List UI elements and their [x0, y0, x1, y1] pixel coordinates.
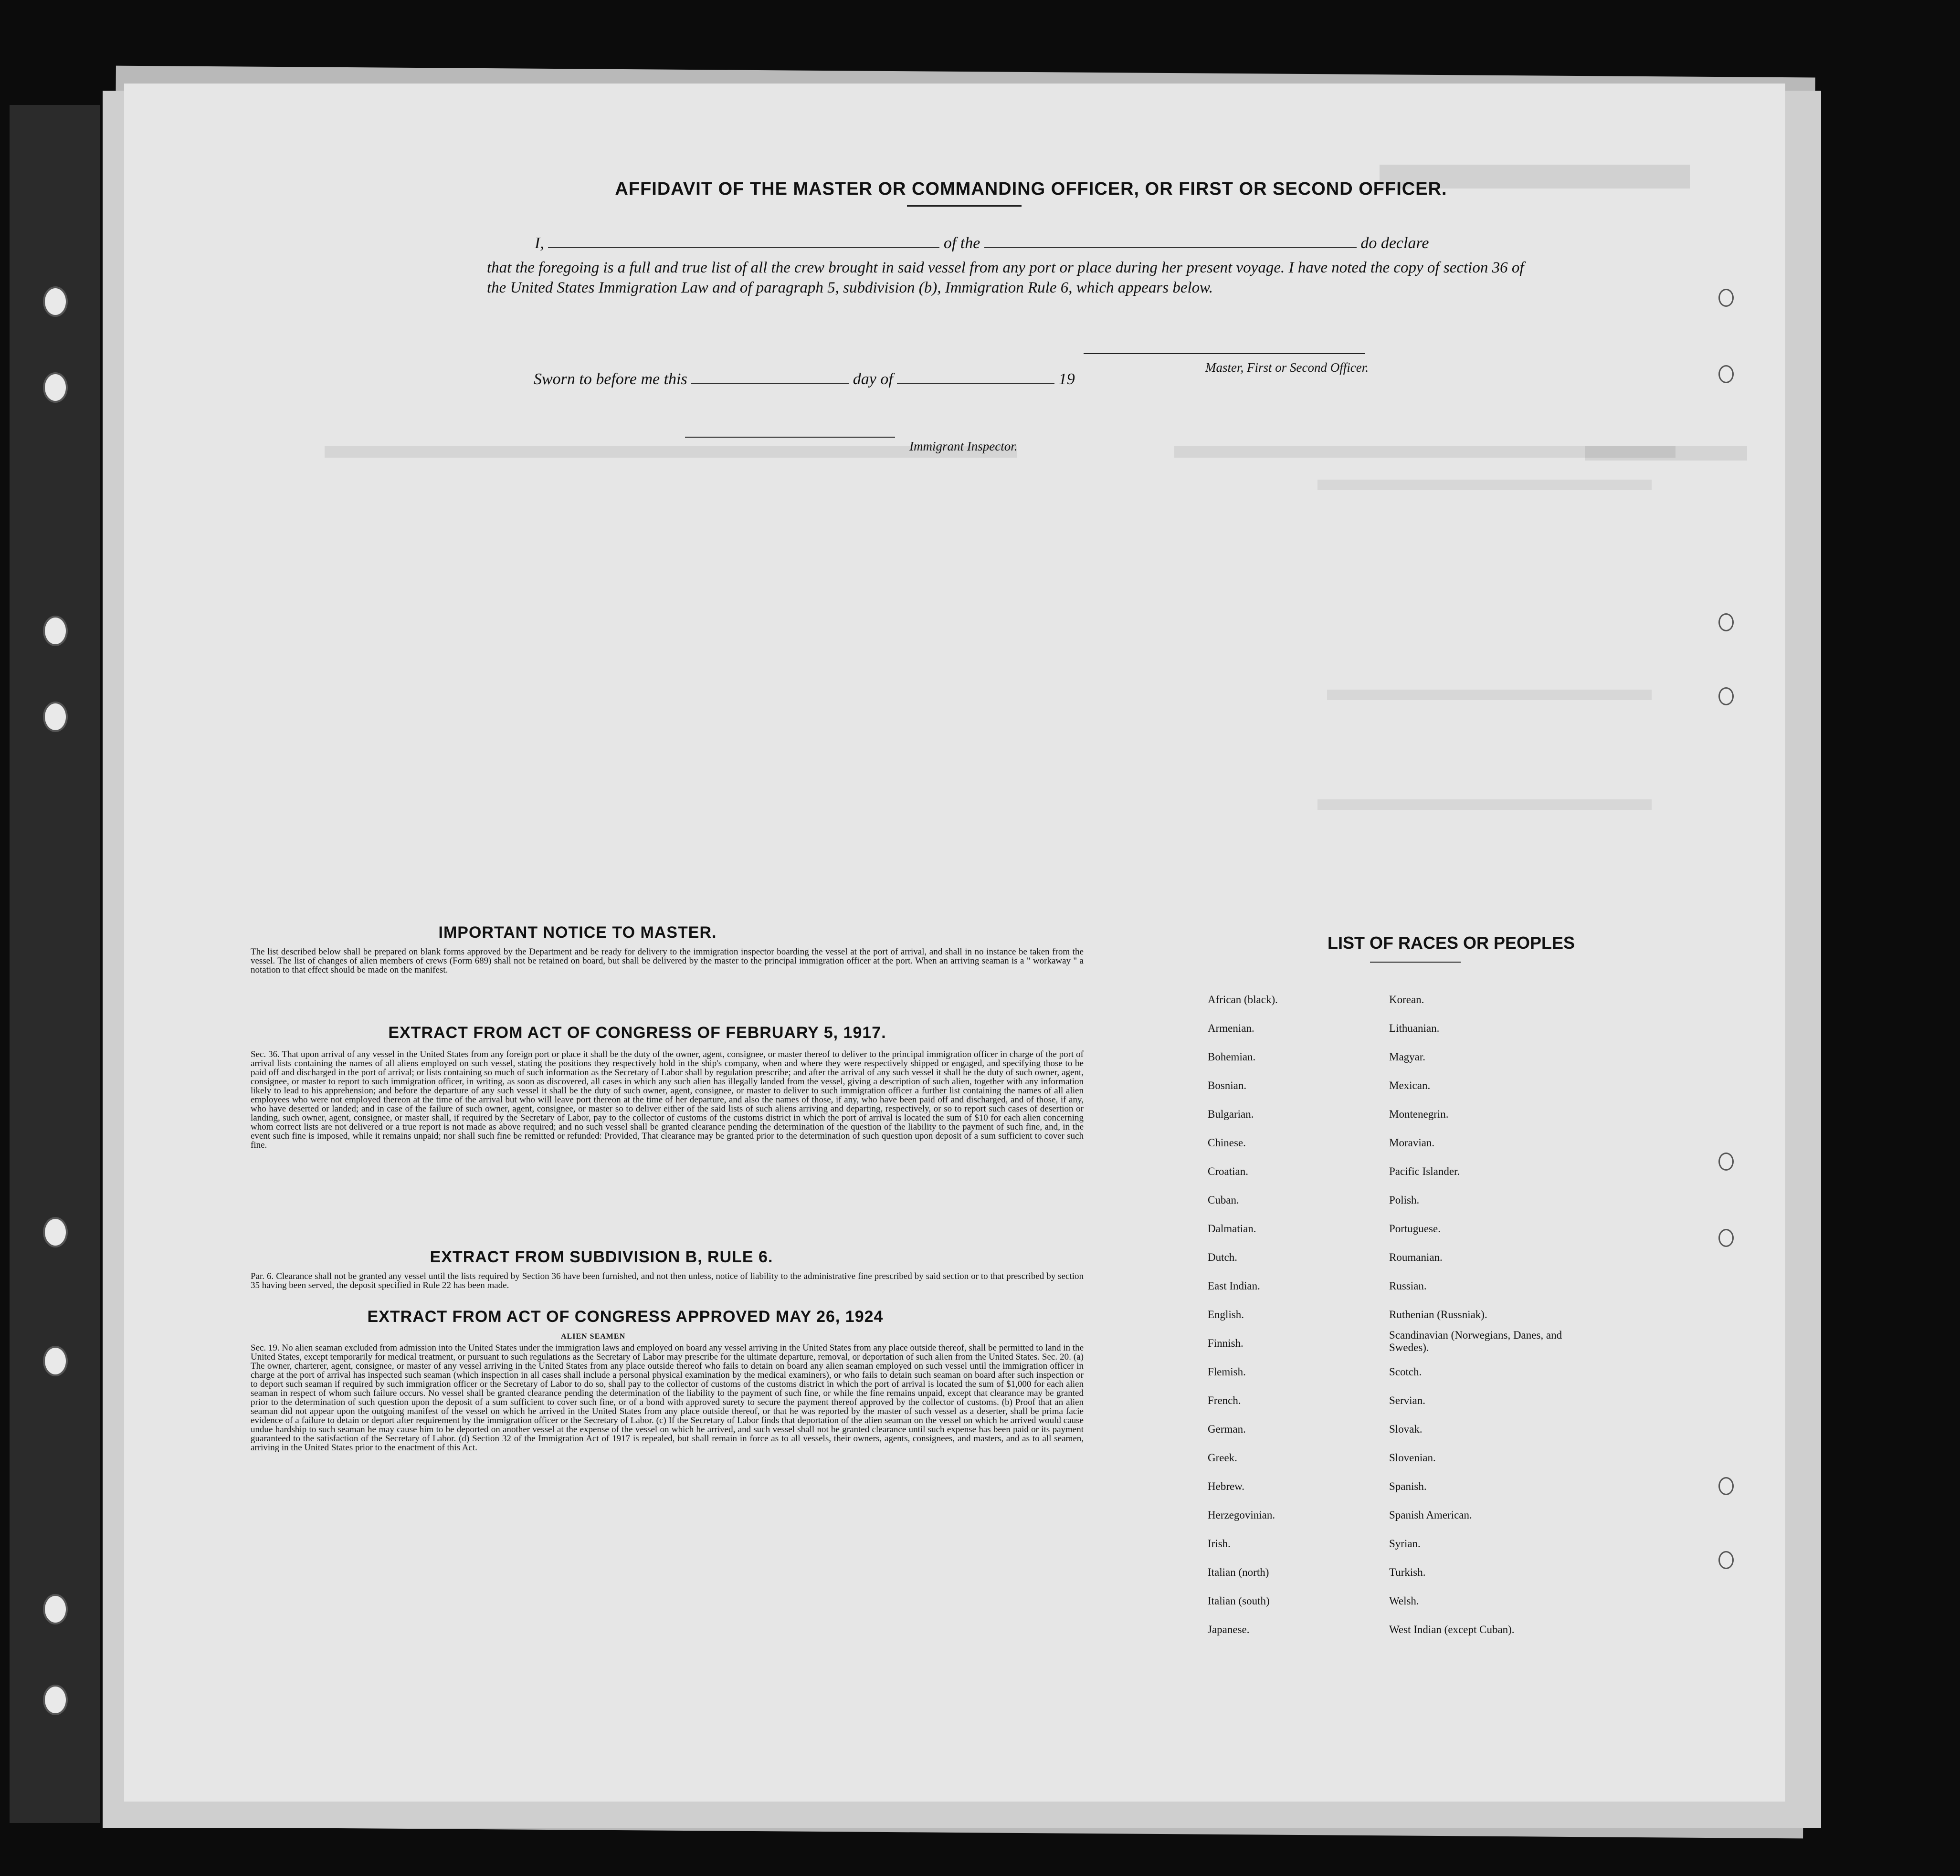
- race-item: Turkish.: [1389, 1566, 1426, 1578]
- races-right-column: [1389, 985, 1570, 1644]
- inspector-label: Immigrant Inspector.: [909, 439, 1018, 453]
- race-item: Chinese.: [1208, 1137, 1246, 1149]
- race-item: Flemish.: [1208, 1366, 1246, 1378]
- affidavit-declaration-line: [535, 234, 1429, 252]
- affidavit-body: that the foregoing is a full and true list of all the crew brought in said vessel from any port or place during her present voyage. I have noted the copy of section 36 of the United States Immigration Law and of paragraph 5, subdivision (b), Immigration Rule 6, which appears below.: [487, 259, 1524, 296]
- extract-rule6-body: Par. 6. Clearance shall not be granted any vessel until the lists required by Section 36 have been furnished, and not then unless, notice of liability to the administrative fine prescribed by said section or to that prescribed by section 35 having been served, the deposit specified in Rule 22 has been made.: [251, 1271, 1084, 1290]
- race-item: Ruthenian (Russniak).: [1389, 1309, 1487, 1321]
- race-item: Slovak.: [1389, 1423, 1423, 1435]
- race-item: Mexican.: [1389, 1079, 1431, 1091]
- race-item: Bulgarian.: [1208, 1108, 1254, 1120]
- bleed-through-row: [1317, 799, 1652, 810]
- day-of-label: day of: [853, 370, 893, 388]
- race-item: German.: [1208, 1423, 1246, 1435]
- binding-hole: [43, 616, 68, 646]
- race-item: Italian (north): [1208, 1566, 1269, 1578]
- bleed-through-row: [1317, 480, 1652, 490]
- page-punch-hole: [1718, 613, 1734, 631]
- race-item: Pacific Islander.: [1389, 1165, 1460, 1177]
- affidavit-declare-label: do declare: [1360, 234, 1429, 252]
- races-left-column: [1208, 985, 1278, 1644]
- sworn-line: [534, 370, 1075, 388]
- affidavit-i-label: I,: [535, 234, 544, 252]
- race-item: Spanish.: [1389, 1480, 1427, 1492]
- name-field[interactable]: [548, 234, 939, 248]
- page-punch-hole: [1718, 289, 1734, 307]
- notice-body: The list described below shall be prepared on blank forms approved by the Department and be ready for delivery to the immigration inspector boarding the vessel at the port of arrival, and shall in no instance be taken from the vessel. The list of changes of alien members of crews (Form 689) shall not be retained on board, but shall be delivered by the master to the principal immigration officer at the port. When an arriving seaman is a " workaway " a notation to that effect should be made on the manifest.: [251, 947, 1084, 975]
- sworn-day-field[interactable]: [691, 370, 849, 384]
- race-item: Cuban.: [1208, 1194, 1239, 1206]
- race-item: French.: [1208, 1394, 1241, 1406]
- inspector-signature-line: [685, 437, 895, 438]
- bleed-through-row: [325, 446, 1017, 458]
- race-item: Finnish.: [1208, 1337, 1243, 1349]
- race-item: Moravian.: [1389, 1137, 1435, 1149]
- page-punch-hole: [1718, 1153, 1734, 1171]
- sworn-label: Sworn to before me this: [534, 370, 687, 388]
- extract-1917-body: Sec. 36. That upon arrival of any vessel in the United States from any foreign port or place it shall be the duty of the owner, agent, consignee, or master thereof to deliver to the principal immigration officer in charge of the port of arrival lists containing the names of all aliens employed on such vessel, stating the positions they respectively hold in the ship's company, when and where they were respectively shipped or engaged, and specifying those to be paid off and discharged in the port of arrival; or lists containing so much of such information as the Secretary of Labor shall by regulation prescribe; and after the arrival of any such vessel it shall be the duty of such owner, agent, consignee, or master to report to such immigration officer, in writing, as soon as discovered, all cases in which any such alien has illegally landed from the vessel, giving a description of such alien, together with any information likely to lead to his apprehension; and before the departure of any such vessel it shall be the duty of such owner, agent, consignee, or master to deliver to such immigration officer a further list containing the names of all alien employees who were not employed thereon at the time of the arrival but who will leave port thereon at the time of her departure, and also the names of those, if any, who have been paid off and discharged, and of those, if any, who have deserted or landed; and in case of the failure of such owner, agent, consignee, or master so to deliver either of the said lists of such aliens arriving and departing, respectively, or so to report such cases of desertion or landing, such owner, agent, consignee, or master shall, if required by the Secretary of Labor, pay to the collector of customs of the customs district in which the port of arrival is located the sum of $10 for each alien concerning whom correct lists are not delivered or a true report is not made as above required; and no such vessel shall be granted clearance pending the determination of the question of the liability to the payment of such fine, and, in the event such fine is imposed, while it remains unpaid; nor shall such fine be remitted or refunded: Provided, That clearance may be granted prior to the determination of such question upon deposit of a sum sufficient to cover such fine.: [251, 1049, 1084, 1150]
- race-item: Servian.: [1389, 1394, 1426, 1406]
- race-item: Greek.: [1208, 1452, 1237, 1464]
- binding-hole: [43, 1217, 68, 1247]
- race-item: African (black).: [1208, 994, 1278, 1006]
- binding-hole: [43, 1594, 68, 1624]
- vessel-field[interactable]: [984, 234, 1357, 248]
- race-item: Russian.: [1389, 1280, 1427, 1292]
- manifest-page: [124, 84, 1785, 1802]
- binding-hole: [43, 1685, 68, 1715]
- race-item: Lithuanian.: [1389, 1022, 1440, 1034]
- year-prefix: 19: [1058, 370, 1075, 388]
- race-item: Portuguese.: [1389, 1223, 1441, 1235]
- bleed-through-row: [1174, 446, 1675, 458]
- bleed-through-row: [1327, 690, 1652, 700]
- binding-hole: [43, 372, 68, 403]
- race-item: Syrian.: [1389, 1538, 1421, 1550]
- race-item: East Indian.: [1208, 1280, 1260, 1292]
- signature-line: [1084, 353, 1365, 354]
- page-punch-hole: [1718, 687, 1734, 705]
- race-item: Montenegrin.: [1389, 1108, 1449, 1120]
- race-item: Korean.: [1389, 994, 1424, 1006]
- race-item: Slovenian.: [1389, 1452, 1436, 1464]
- page-punch-hole: [1718, 1229, 1734, 1247]
- race-item: Croatian.: [1208, 1165, 1248, 1177]
- race-item: Armenian.: [1208, 1022, 1254, 1034]
- page-punch-hole: [1718, 1551, 1734, 1569]
- race-item: Italian (south): [1208, 1595, 1270, 1607]
- binding-hole: [43, 286, 68, 317]
- notice-title: IMPORTANT NOTICE TO MASTER.: [438, 923, 717, 942]
- race-item: Polish.: [1389, 1194, 1420, 1206]
- race-item: Hebrew.: [1208, 1480, 1245, 1492]
- binding-hole: [43, 1346, 68, 1376]
- race-item: Roumanian.: [1389, 1251, 1443, 1263]
- races-title-rule: [1370, 962, 1461, 963]
- affidavit-title: AFFIDAVIT OF THE MASTER OR COMMANDING OFFICER, OR FIRST OR SECOND OFFICER.: [615, 179, 1447, 199]
- page-punch-hole: [1718, 365, 1734, 383]
- title-rule: [907, 205, 1022, 207]
- race-item: Scandinavian (Norwegians, Danes, and Swedes).: [1389, 1329, 1562, 1353]
- extract-1924-body: Sec. 19. No alien seaman excluded from admission into the United States under the immigration laws and employed on board any vessel arriving in the United States from any place outside thereof, shall be permitted to land in the United States, except temporarily for medical treatment, or pursuant to such regulations as the Secretary of Labor may prescribe for the ultimate departure, removal, or deportation of such alien from the United States. Sec. 20. (a) The owner, charterer, agent, consignee, or master of any vessel arriving in the United States from any place outside thereof who fails to detain on board any alien seaman employed on such vessel until the immigration officer in charge at the port of arrival has inspected such seaman (which inspection in all cases shall include a personal physical examination by the medical examiners), or who fails to detain such seaman on board after such inspection or to deport such seaman if required by such immigration officer or the Secretary of Labor to do so, shall pay to the collector of customs of the customs district in which the port of arrival is located the sum of $1,000 for each alien seaman in respect of whom such failure occurs. No vessel shall be granted clearance pending the determination of the liability to the payment of such fine, or while the fine remains unpaid, except that clearance may be granted prior to the determination of such question upon the deposit of a sum sufficient to cover such fine, or of a bond with approved surety to secure the payment thereof approved by the collector of customs. (b) Proof that an alien seaman did not appear upon the outgoing manifest of the vessel on which he arrived in the United States from any place outside thereof, or that he was reported by the master of such vessel as a deserter, shall be prima facie evidence of a failure to detain or deport after requirement by the immigration officer or the Secretary of Labor. (c) If the Secretary of Labor finds that deportation of the alien seaman on the vessel on which he arrived would cause undue hardship to such seaman he may cause him to be deported on another vessel at the expense of the vessel on which he arrived, and such vessel shall not be granted clearance until such expense has been paid or its payment guaranteed to the satisfaction of the Secretary of Labor. (d) Section 32 of the Immigration Act of 1917 is repealed, but shall remain in force as to all vessels, their owners, agents, consignees, and masters, and as to all seamen, arriving in the United States prior to the enactment of this Act.: [251, 1343, 1084, 1453]
- alien-seamen-subtitle: ALIEN SEAMEN: [561, 1332, 626, 1341]
- extract-1924-title: EXTRACT FROM ACT OF CONGRESS APPROVED MAY 26, 1924: [367, 1308, 884, 1326]
- master-signature-label: Master, First or Second Officer.: [1205, 360, 1369, 375]
- race-item: Bohemian.: [1208, 1051, 1256, 1063]
- races-title: LIST OF RACES OR PEOPLES: [1327, 933, 1575, 953]
- race-item: English.: [1208, 1309, 1244, 1321]
- sworn-month-field[interactable]: [897, 370, 1054, 384]
- extract-1917-title: EXTRACT FROM ACT OF CONGRESS OF FEBRUARY 5, 1917.: [388, 1024, 886, 1042]
- race-item: Dutch.: [1208, 1251, 1237, 1263]
- race-item: Scotch.: [1389, 1366, 1422, 1378]
- affidavit-of-label: of the: [943, 234, 980, 252]
- race-item: Dalmatian.: [1208, 1223, 1256, 1235]
- race-item: Welsh.: [1389, 1595, 1419, 1607]
- race-item: Herzegovinian.: [1208, 1509, 1275, 1521]
- extract-rule6-title: EXTRACT FROM SUBDIVISION B, RULE 6.: [430, 1248, 773, 1266]
- race-item: Irish.: [1208, 1538, 1231, 1550]
- race-item: Spanish American.: [1389, 1509, 1472, 1521]
- binding-hole: [43, 702, 68, 732]
- race-item: Magyar.: [1389, 1051, 1426, 1063]
- race-item: Japanese.: [1208, 1624, 1250, 1635]
- race-item: West Indian (except Cuban).: [1389, 1624, 1515, 1635]
- page-punch-hole: [1718, 1477, 1734, 1495]
- binder-strip: [10, 105, 100, 1823]
- race-item: Bosnian.: [1208, 1079, 1247, 1091]
